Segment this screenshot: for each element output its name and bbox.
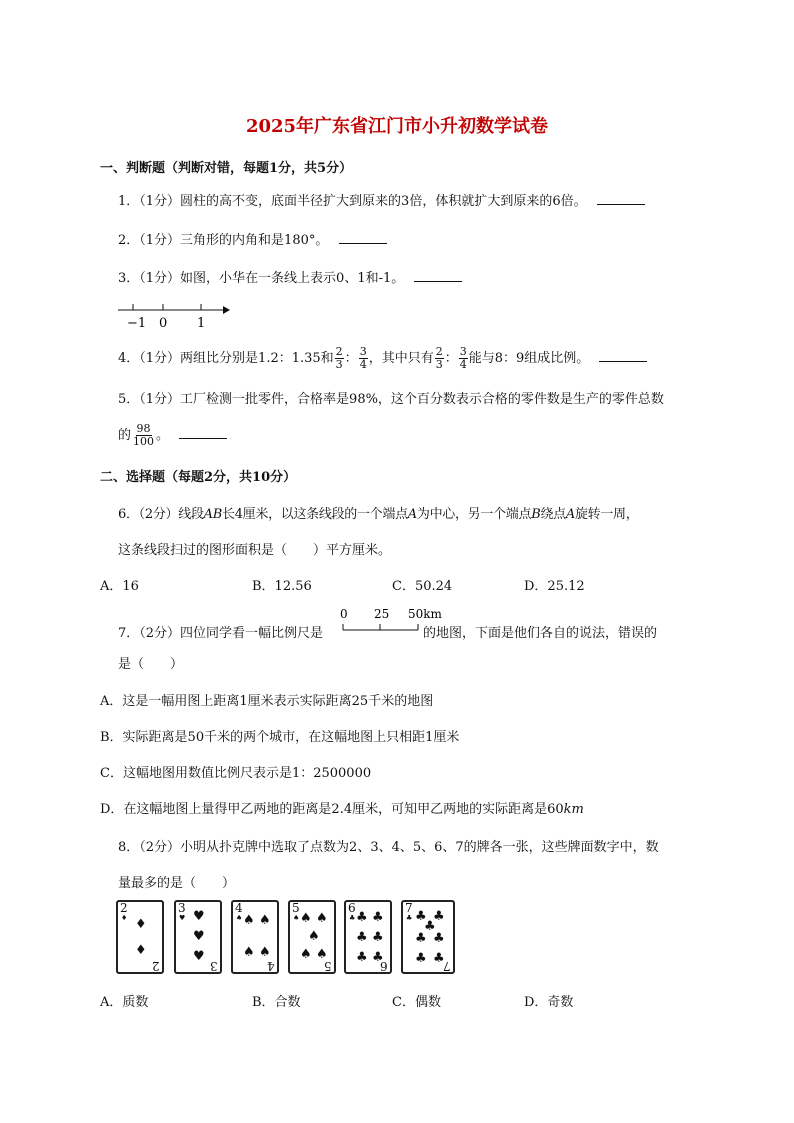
q8-option-c[interactable]: C．偶数 <box>392 995 441 1010</box>
question-2 <box>118 229 387 248</box>
club-icon: ♣ <box>415 951 427 966</box>
fraction-two-thirds: $\frac{2}{3}$ <box>335 345 343 371</box>
number-line-arrow-icon <box>223 306 230 314</box>
spade-icon: ♠ <box>316 911 328 926</box>
q6-option-d[interactable]: D．25.12 <box>524 579 585 594</box>
question-2-text: 2．（1分）三角形的内角和是180°。 <box>118 233 329 248</box>
playing-card-6-clubs: 6 ♣ ♣ ♣ ♣ ♣ ♣ ♣ 6 <box>344 900 392 974</box>
q8-option-b[interactable]: B．合数 <box>252 995 301 1010</box>
answer-blank-5[interactable] <box>179 426 227 439</box>
spade-icon: ♠ <box>243 913 255 928</box>
ratio-colon-b: ： <box>444 351 458 366</box>
question-5-line-1: 5．（1分）工厂检测一批零件，合格率是98%，这个百分数表示合格的零件数是生产的零件总数 <box>118 392 664 407</box>
question-8-line-1: 8．（2分）小明从扑克牌中选取了点数为2、3、4、5、6、7的牌各一张，这些牌面数字中，数 <box>118 840 659 855</box>
spade-icon: ♠ <box>243 945 255 960</box>
spade-icon: ♠ <box>259 945 271 960</box>
spade-icon: ♠ <box>236 914 243 922</box>
section-heading-choice: 二、选择题（每题2分，共10分） <box>100 470 297 485</box>
spade-icon: ♠ <box>316 947 328 962</box>
question-6-line-1: 6．（2分）线段AB长4厘米，以这条线段的一个端点A为中心，另一个端点B绕点A旋转一周， <box>118 507 639 522</box>
spade-icon: ♠ <box>308 929 320 944</box>
question-4-text-a: 4．（1分）两组比分别是1.2：1.35和 <box>118 351 334 366</box>
fraction-two-thirds-b: $\frac{2}{3}$ <box>435 345 443 371</box>
q7-option-a[interactable]: A．这是一幅用图上距离1厘米表示实际距离25千米的地图 <box>100 694 434 709</box>
fraction-three-quarters-b: $\frac{3}{4}$ <box>459 345 467 371</box>
q7-option-c[interactable]: C．这幅地图用数值比例尺表示是1：2500000 <box>100 766 372 781</box>
q7-option-d[interactable]: D．在这幅地图上量得甲乙两地的距离是2.4厘米，可知甲乙两地的实际距离是60km <box>100 802 584 817</box>
q6-option-b[interactable]: B．12.56 <box>252 579 312 594</box>
question-4-text-c: 能与8：9组成比例。 <box>468 351 590 366</box>
q8-option-d[interactable]: D．奇数 <box>524 995 574 1010</box>
club-icon: ♣ <box>356 910 368 925</box>
playing-card-7-clubs: 7 ♣ ♣ ♣ ♣ ♣ ♣ ♣ ♣ 7 <box>401 900 455 974</box>
fraction-three-quarters: $\frac{3}{4}$ <box>359 345 367 371</box>
question-5-post: 。 <box>156 428 170 443</box>
club-icon: ♣ <box>349 914 356 922</box>
label-zero: 0 <box>159 316 168 331</box>
club-icon: ♣ <box>356 930 368 945</box>
diamond-icon: ♦ <box>135 917 147 932</box>
scale-bar-figure <box>338 606 448 636</box>
spade-icon: ♠ <box>293 914 300 922</box>
number-line-figure <box>115 300 235 332</box>
heart-icon: ♥ <box>193 929 205 944</box>
question-7-line-1: 7．（2分）四位同学看一幅比例尺是 的地图，下面是他们各自的说法，错误的 <box>118 626 658 641</box>
club-icon: ♣ <box>372 910 384 925</box>
question-4-text-b: ，其中只有 <box>368 351 434 366</box>
club-icon: ♣ <box>372 950 384 965</box>
club-icon: ♣ <box>406 914 413 922</box>
question-7-line-2: 是（ ） <box>118 657 184 672</box>
q7-option-b[interactable]: B．实际距离是50千米的两个城市，在这幅地图上只相距1厘米 <box>100 730 460 745</box>
fraction-98-100: $\frac{98}{100}$ <box>133 422 155 448</box>
club-icon: ♣ <box>356 950 368 965</box>
club-icon: ♣ <box>372 930 384 945</box>
q6-option-a[interactable]: A．16 <box>100 579 139 594</box>
heart-icon: ♥ <box>179 914 186 922</box>
question-5-line-2 <box>118 423 227 448</box>
scale-label-0: 0 <box>340 607 348 621</box>
playing-card-5-spades: 5 ♠ ♠ ♠ ♠ ♠ ♠ 5 <box>288 900 336 974</box>
diamond-icon: ♦ <box>121 914 128 922</box>
page-title: 2025年广东省江门市小升初数学试卷 <box>245 116 549 137</box>
club-icon: ♣ <box>415 909 427 924</box>
club-icon: ♣ <box>415 931 427 946</box>
playing-card-3-hearts: 3 ♥ ♥ ♥ ♥ 3 <box>174 900 222 974</box>
diamond-icon: ♦ <box>135 943 147 958</box>
q8-option-a[interactable]: A．质数 <box>100 995 149 1010</box>
club-icon: ♣ <box>433 951 445 966</box>
question-1 <box>118 190 645 209</box>
scale-label-25: 25 <box>374 607 390 621</box>
answer-blank-4[interactable] <box>599 349 647 362</box>
answer-blank-2[interactable] <box>339 231 387 244</box>
label-one: 1 <box>197 316 206 331</box>
question-3-text: 3．（1分）如图，小华在一条线上表示0、1和-1。 <box>118 271 405 286</box>
section-heading-judgement: 一、判断题（判断对错，每题1分，共5分） <box>100 161 353 176</box>
answer-blank-1[interactable] <box>597 192 645 205</box>
q6-option-c[interactable]: C．50.24 <box>392 579 453 594</box>
spade-icon: ♠ <box>300 947 312 962</box>
playing-card-2-diamonds: 2 ♦ ♦ ♦ 2 <box>116 900 164 974</box>
spade-icon: ♠ <box>259 913 271 928</box>
playing-card-4-spades: 4 ♠ ♠ ♠ ♠ ♠ 4 <box>231 900 279 974</box>
answer-blank-3[interactable] <box>414 269 462 282</box>
scale-label-50km: 50km <box>408 607 442 621</box>
club-icon: ♣ <box>424 919 436 934</box>
question-5-pre: 的 <box>118 428 132 443</box>
heart-icon: ♥ <box>193 909 205 924</box>
question-3 <box>118 267 462 286</box>
question-8-line-2: 量最多的是（ ） <box>118 876 236 891</box>
question-6-line-2: 这条线段扫过的图形面积是（ ）平方厘米。 <box>118 543 392 558</box>
ratio-colon: ： <box>344 351 358 366</box>
club-icon: ♣ <box>433 931 445 946</box>
question-1-text: 1．（1分）圆柱的高不变，底面半径扩大到原来的3倍，体积就扩大到原来的6倍。 <box>118 194 587 209</box>
question-4 <box>118 346 647 371</box>
label-minus-one: −1 <box>127 316 147 331</box>
club-icon: ♣ <box>433 909 445 924</box>
heart-icon: ♥ <box>193 949 205 964</box>
spade-icon: ♠ <box>300 911 312 926</box>
